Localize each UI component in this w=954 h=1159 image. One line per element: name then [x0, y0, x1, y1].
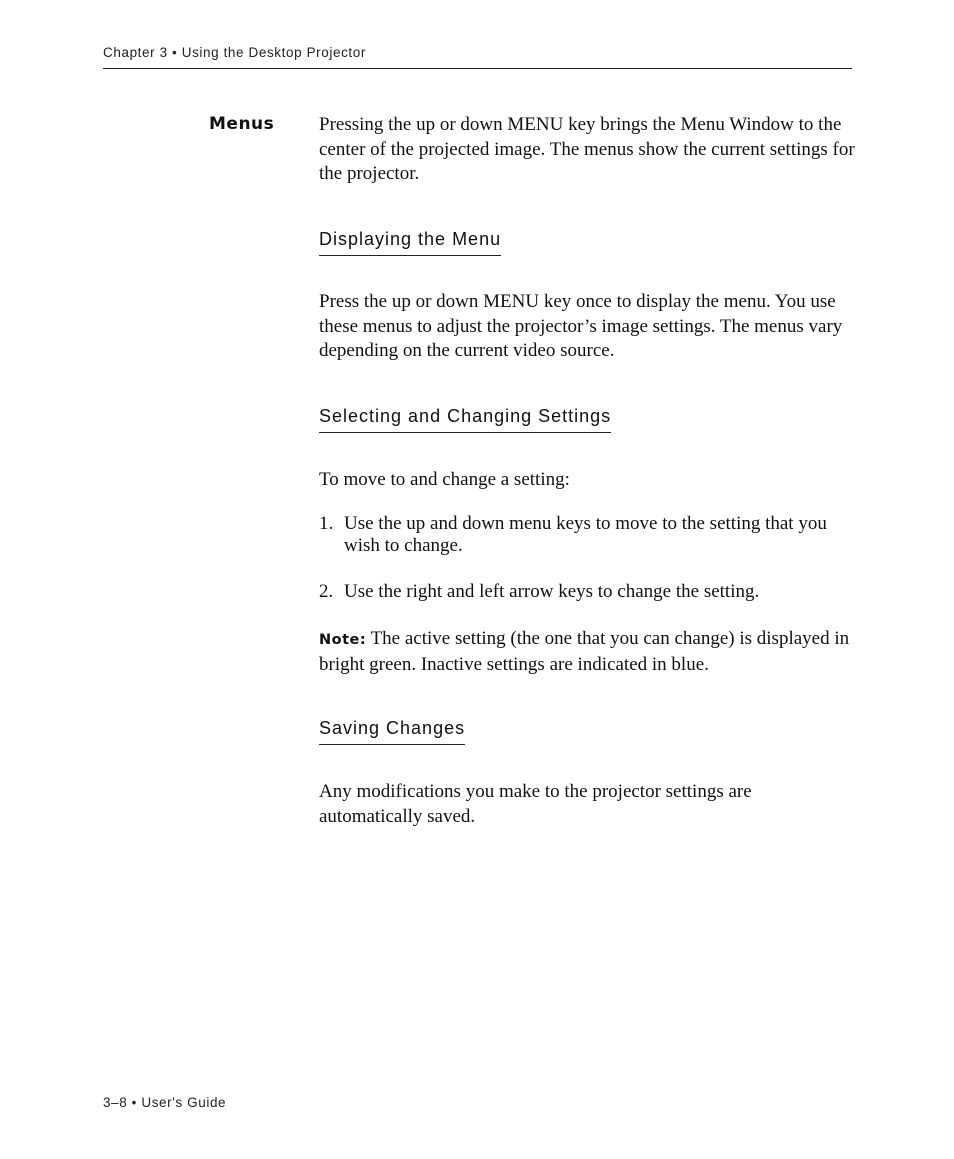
- list-item: [319, 581, 859, 603]
- selecting-intro-paragraph: To move to and change a setting:: [319, 469, 570, 490]
- running-header: Chapter 3 • Using the Desktop Projector: [103, 45, 852, 69]
- menus-intro-paragraph: Pressing the up or down MENU key brings the Menu Window to the center of the projected image. The menus show the current settings for the projector.: [319, 114, 855, 184]
- subheading-selecting-settings: Selecting and Changing Settings: [319, 406, 611, 433]
- list-item: [319, 513, 859, 557]
- displaying-paragraph: Press the up or down MENU key once to display the menu. You use these menus to adjust the projector’s image settings. The menus vary depending on the current video source.: [319, 291, 843, 361]
- note-text: The active setting (the one that you can change) is displayed in bright green. Inactive settings are indicated in blue.: [319, 628, 850, 675]
- running-footer: 3–8 • User's Guide: [103, 1095, 227, 1110]
- list-number: 2.: [319, 581, 334, 602]
- list-text: Use the up and down menu keys to move to the setting that you wish to change.: [344, 513, 827, 556]
- list-text: Use the right and left arrow keys to change the setting.: [344, 581, 760, 602]
- note-paragraph: [319, 627, 859, 677]
- subheading-displaying-menu: Displaying the Menu: [319, 229, 501, 256]
- list-number: 1.: [319, 513, 334, 534]
- section-heading-menus: Menus: [209, 114, 275, 134]
- saving-paragraph: Any modifications you make to the projector settings are automatically saved.: [319, 781, 752, 827]
- note-label: Note:: [319, 632, 367, 648]
- subheading-saving-changes: Saving Changes: [319, 718, 465, 745]
